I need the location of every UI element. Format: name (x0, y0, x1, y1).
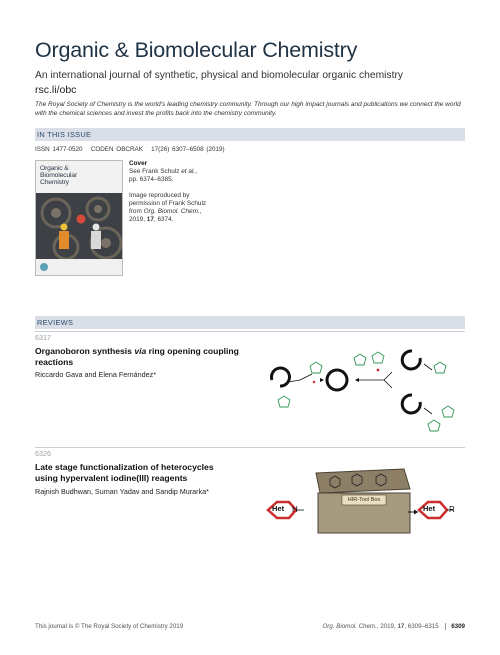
review-title-text: Organoboron synthesis (35, 346, 135, 356)
in-this-issue-heading: IN THIS ISSUE (35, 128, 465, 141)
cover-title-line: Organic & (40, 165, 69, 172)
cover-repro-text: , 6374. (153, 216, 174, 223)
cover-footer (36, 259, 122, 275)
review-authors: Riccardo Gava and Elena Fernández* (35, 370, 157, 379)
cover-repro-journal: Org. Biomol. Chem. (143, 208, 200, 215)
section-divider (35, 447, 465, 448)
page-number: 6309 (451, 623, 465, 631)
review-graphical-abstract-2 (258, 455, 465, 547)
footer-pages: , 6309–6315 (404, 623, 439, 631)
cover-repro-line (129, 208, 206, 216)
cover-repro-line: permission of Frank Schulz (129, 200, 207, 207)
issn: ISSN 1477-0520 (35, 146, 83, 153)
footer-journal: Org. Biomol. Chem. (322, 623, 377, 631)
review-title-text: Late stage functionalization of heterocycles (35, 462, 214, 472)
cover-see-etal: et al. (181, 168, 196, 175)
cover-pages[interactable]: pp. 6374–6385. (129, 176, 174, 183)
review-title-text: using hypervalent iodine(III) reagents (35, 472, 188, 483)
review-title[interactable] (35, 346, 265, 367)
review-page-number[interactable]: 6326 (35, 449, 51, 458)
hydrogen-label: H (292, 505, 298, 514)
cover-title-line: Biomolecular (40, 172, 77, 179)
cover-label: Cover (129, 160, 148, 167)
cover-see-text: See Frank Schulz (129, 168, 182, 175)
footer-volume: 17 (397, 623, 405, 631)
review-graphical-abstract (258, 336, 465, 442)
footer-divider (445, 623, 446, 630)
tool-box-label: HIR-Tool Box (347, 497, 381, 503)
journal-title: Organic & Biomolecular Chemistry (35, 38, 358, 62)
cover-image[interactable] (35, 160, 123, 276)
r-group-label: R (449, 505, 455, 514)
cover-title-line: Chemistry (40, 179, 69, 186)
journal-url[interactable]: rsc.li/obc (35, 84, 77, 96)
section-divider (35, 331, 465, 332)
footer-year: , 2019, (376, 623, 398, 631)
cover-repro-text: from (129, 208, 144, 215)
rsc-logo-icon (40, 263, 48, 271)
het-label-left: Het (272, 504, 285, 513)
het-label-right: Het (423, 504, 436, 513)
cover-artwork (36, 193, 123, 261)
review-title-text: reactions (35, 356, 74, 367)
issue-identifiers (35, 146, 225, 153)
review-title-text: ring opening coupling (146, 346, 239, 356)
review-title-italic: via (134, 346, 147, 356)
journal-subtitle: An international journal of synthetic, physical and biomolecular organic chemistry (35, 70, 404, 81)
cover-see-suffix: , (195, 168, 197, 175)
cover-caption (129, 160, 206, 224)
cover-repro-text: , (199, 208, 202, 215)
footer-copyright: This journal is © The Royal Society of Chemistry 2019 (35, 623, 184, 630)
issue-info: 17(26) 6307–6508 (2019) (151, 146, 225, 153)
review-authors: Rajnish Budhwan, Suman Yadav and Sandip Murarka* (35, 487, 209, 496)
coden: CODEN OBCRAK (90, 146, 143, 153)
footer-citation (322, 623, 465, 630)
reviews-heading: REVIEWS (35, 316, 465, 329)
cover-repro-line (129, 216, 206, 224)
cover-see-line (129, 168, 206, 176)
cover-repro-line: Image reproduced by (129, 192, 190, 199)
reagent-label: ArO–I–OAr (320, 463, 345, 469)
cover-mini-title (40, 165, 77, 186)
cover-repro-volume: 17 (146, 216, 154, 223)
mission-statement: The Royal Society of Chemistry is the world’s leading chemistry community. Through our high impact journals and publications we connect the world with the chemical sciences and invest the profits back into the chemistry community. (35, 101, 461, 117)
review-page-number[interactable]: 6317 (35, 333, 51, 342)
review-title[interactable] (35, 462, 265, 483)
cover-repro-text: 2019, (129, 216, 147, 223)
